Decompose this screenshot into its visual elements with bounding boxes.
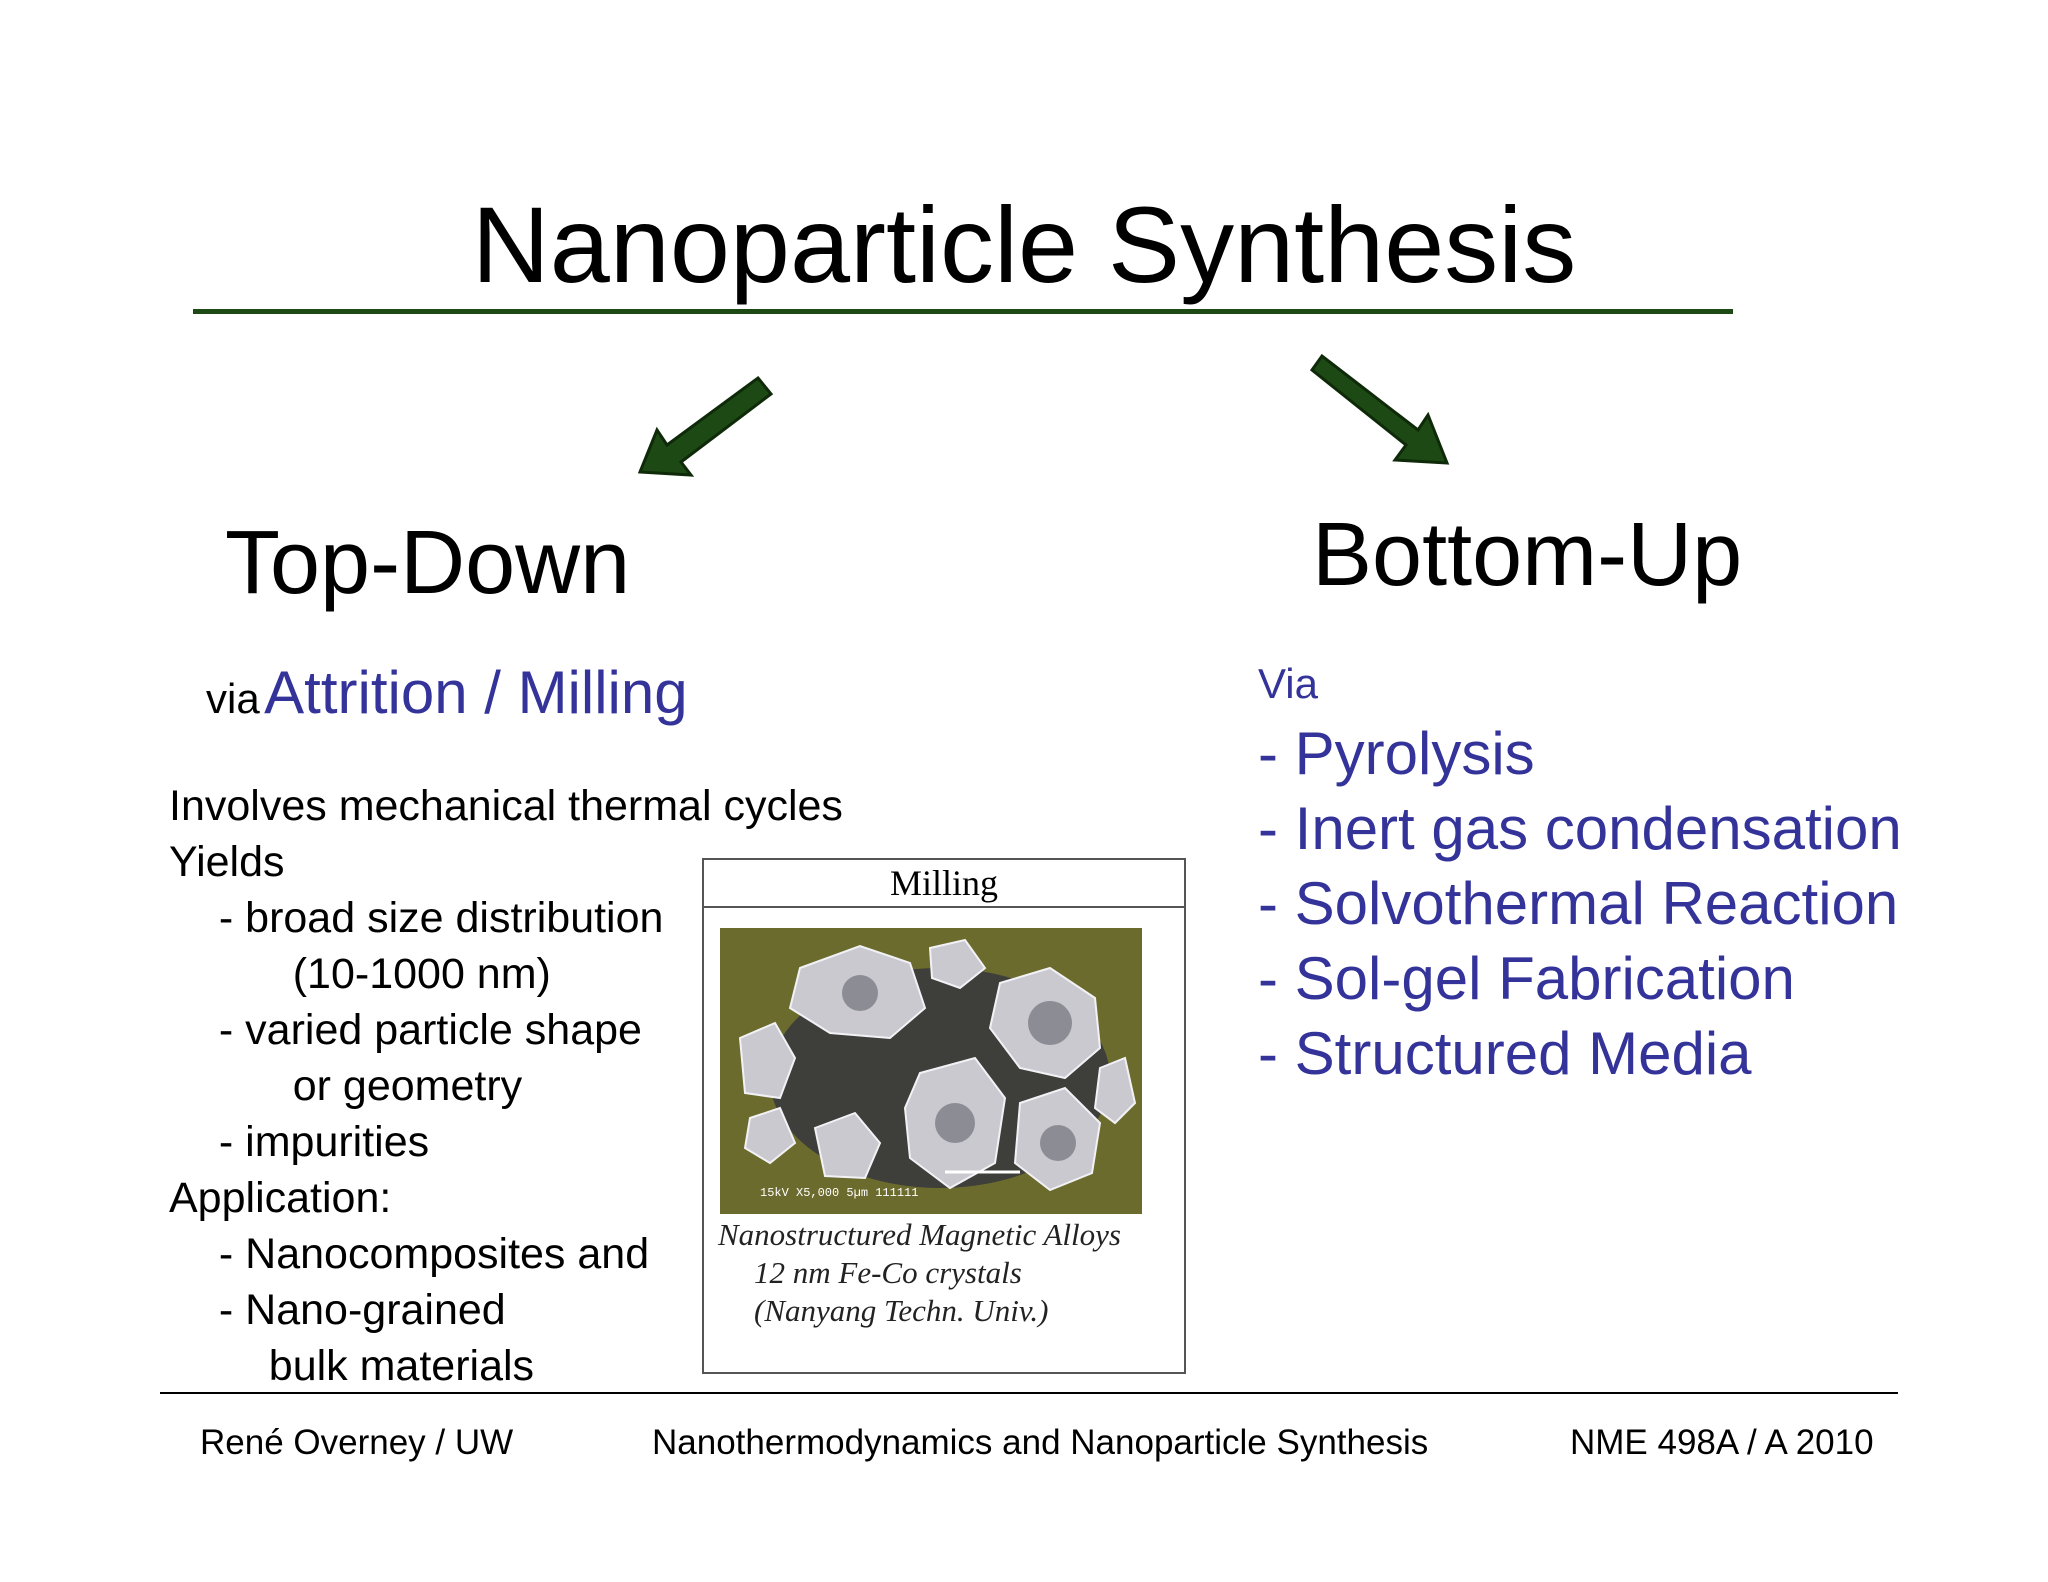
figure-title: Milling	[704, 860, 1184, 908]
caption-line: 12 nm Fe-Co crystals	[754, 1255, 1022, 1290]
detail-line: - impurities	[195, 1118, 430, 1166]
detail-line: Involves mechanical thermal cycles	[169, 782, 843, 830]
footer-author: René Overney / UW	[200, 1423, 514, 1462]
method-item: - Solvothermal Reaction	[1258, 870, 1899, 937]
detail-line: - Nano-grained	[195, 1286, 506, 1334]
method-item: - Sol-gel Fabrication	[1258, 945, 1795, 1012]
detail-line: bulk materials	[221, 1342, 535, 1390]
method-item: - Inert gas condensation	[1258, 795, 1902, 862]
bottom-up-methods	[1258, 716, 1902, 1091]
sem-micrograph-image	[720, 928, 1142, 1214]
via-label: via	[206, 675, 260, 722]
bottom-up-via-label: Via	[1258, 660, 1318, 707]
detail-line: Application:	[169, 1174, 392, 1222]
footer-topic: Nanothermodynamics and Nanoparticle Synthesis	[652, 1423, 1429, 1462]
detail-line: or geometry	[233, 1062, 523, 1110]
footer-divider	[160, 1392, 1898, 1394]
bottom-up-heading: Bottom-Up	[1312, 505, 1743, 605]
figure-caption	[718, 1216, 1121, 1330]
arrow-down-left-icon	[640, 378, 771, 475]
caption-line: (Nanyang Techn. Univ.)	[754, 1293, 1049, 1328]
top-down-method-line	[206, 658, 688, 727]
method-item: - Structured Media	[1258, 1020, 1752, 1087]
top-down-heading: Top-Down	[225, 513, 631, 613]
attrition-milling-label: Attrition / Milling	[264, 659, 688, 726]
arrow-down-right-icon	[1312, 356, 1447, 463]
detail-line: - broad size distribution	[195, 894, 664, 942]
detail-line: - varied particle shape	[195, 1006, 642, 1054]
title-underline	[193, 309, 1733, 314]
caption-line: Nanostructured Magnetic Alloys	[718, 1217, 1121, 1252]
method-item: - Pyrolysis	[1258, 720, 1535, 787]
micrograph-scale-text: 15kV X5,000 5µm 111111	[760, 1186, 919, 1200]
detail-line: (10-1000 nm)	[233, 950, 551, 998]
footer-course: NME 498A / A 2010	[1570, 1423, 1874, 1462]
detail-line: - Nanocomposites and	[195, 1230, 650, 1278]
detail-line: Yields	[169, 838, 285, 886]
slide-title: Nanoparticle Synthesis	[471, 184, 1577, 305]
milling-figure	[702, 858, 1186, 1374]
